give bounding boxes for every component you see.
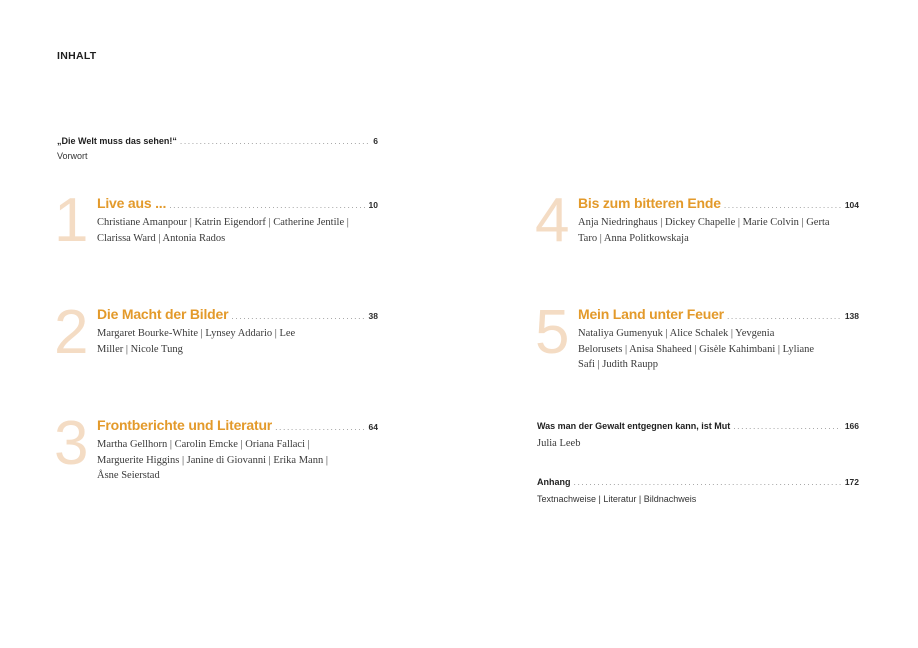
toc-entry-chapter-2[interactable] <box>97 306 378 357</box>
page-number: 64 <box>368 422 378 432</box>
page-number: 138 <box>844 311 859 321</box>
page-number: 10 <box>368 200 378 210</box>
entry-title: Anhang <box>537 477 571 487</box>
leader-dots <box>231 311 364 321</box>
chapter-title: Mein Land unter Feuer <box>578 306 724 322</box>
toc-entry-vorwort[interactable] <box>57 136 378 161</box>
chapter-authors: Christiane Amanpour | Katrin Eigendorf | Catherine Jentile | Clarissa Ward | Antonia Rados <box>97 217 349 244</box>
chapter-title: Die Macht der Bilder <box>97 306 229 322</box>
leader-dots <box>275 422 364 432</box>
chapter-authors: Martha Gellhorn | Carolin Emcke | Oriana Fallaci | Marguerite Higgins | Janine di Giovanni | Erika Mann | Åsne Seierstad <box>97 439 328 481</box>
page-number: 6 <box>373 136 378 146</box>
leader-dots <box>180 136 369 146</box>
leader-dots <box>733 421 841 431</box>
toc-entry-chapter-1[interactable] <box>97 195 378 246</box>
entry-subtitle: Julia Leeb <box>537 438 581 449</box>
chapter-title: Frontberichte und Literatur <box>97 417 273 433</box>
leader-dots <box>574 477 841 487</box>
entry-title: „Die Welt muss das sehen!“ <box>57 136 177 146</box>
page-number: 172 <box>844 477 859 487</box>
leader-dots <box>169 200 364 210</box>
chapter-authors: Nataliya Gumenyuk | Alice Schalek | Yevgenia Belorusets | Anisa Shaheed | Gisèle Kahimbani | Lyliane Safi | Judith Raupp <box>578 328 815 370</box>
toc-entry-epilogue[interactable] <box>537 421 859 452</box>
chapter-title: Bis zum bitteren Ende <box>578 195 721 211</box>
chapter-number: 1 <box>54 186 89 255</box>
entry-title: Was man der Gewalt entgegnen kann, ist Mut <box>537 421 731 431</box>
chapter-number: 2 <box>54 298 89 367</box>
toc-entry-chapter-5[interactable] <box>578 306 859 373</box>
chapter-authors: Margaret Bourke-White | Lynsey Addario | Lee Miller | Nicole Tung <box>97 328 296 355</box>
page-heading: INHALT <box>57 50 97 62</box>
page-number: 104 <box>844 200 859 210</box>
toc-entry-chapter-3[interactable] <box>97 417 378 484</box>
leader-dots <box>724 200 841 210</box>
chapter-number: 5 <box>535 298 570 367</box>
page-number: 38 <box>368 311 378 321</box>
chapter-authors: Anja Niedringhaus | Dickey Chapelle | Marie Colvin | Gerta Taro | Anna Politkowskaja <box>578 217 830 244</box>
entry-subtitle: Textnachweise | Literatur | Bildnachweis <box>537 494 697 504</box>
chapter-number: 3 <box>54 409 89 478</box>
chapter-number: 4 <box>535 186 570 255</box>
leader-dots <box>727 311 841 321</box>
entry-subtitle: Vorwort <box>57 151 88 161</box>
chapter-title: Live aus ... <box>97 195 167 211</box>
toc-entry-appendix[interactable] <box>537 477 859 504</box>
toc-entry-chapter-4[interactable] <box>578 195 859 246</box>
page-number: 166 <box>844 421 859 431</box>
